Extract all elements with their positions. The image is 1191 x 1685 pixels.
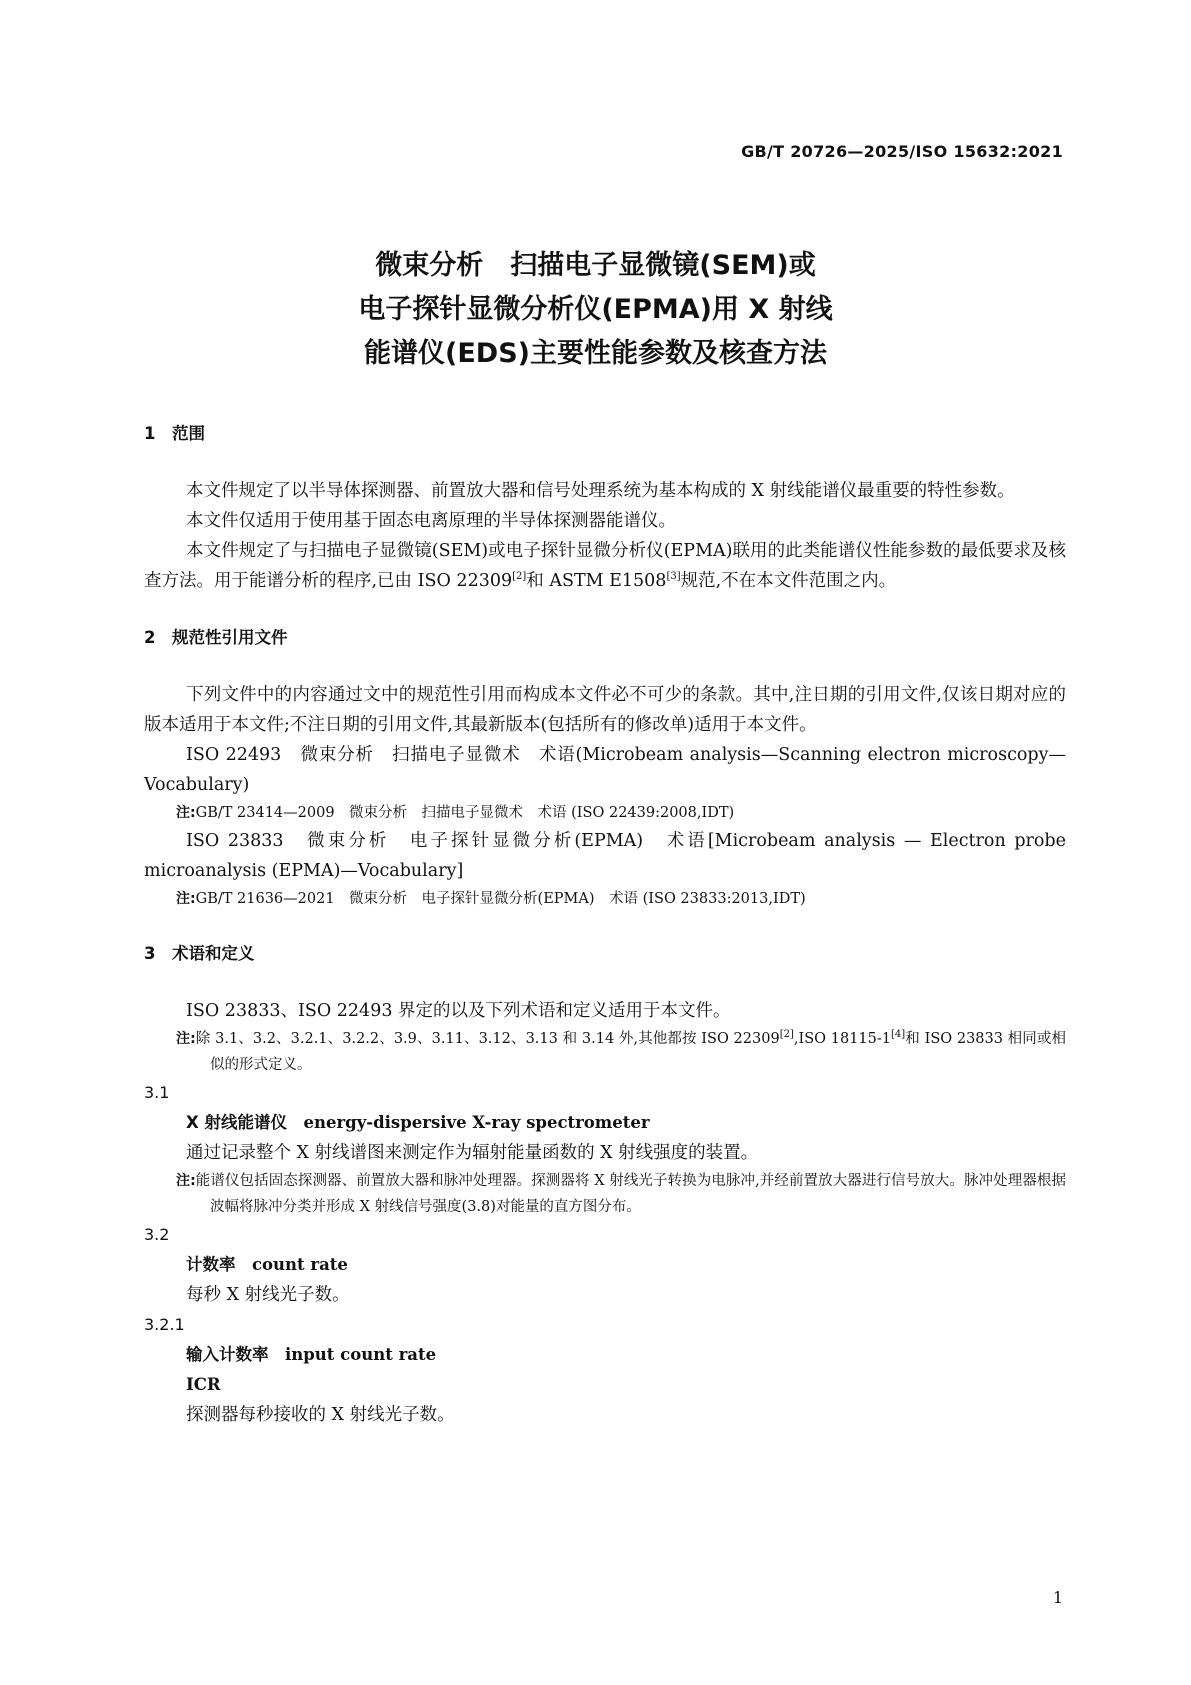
section-3-heading: 3 术语和定义 (144, 944, 255, 963)
reference-2-note (144, 886, 1066, 912)
citation-ref: [2] (512, 571, 527, 583)
term-3-1-name (144, 1108, 1066, 1138)
reference-1-note (144, 800, 1066, 826)
section-1-heading: 1 范围 (144, 424, 205, 443)
term-3-1-note (144, 1168, 1066, 1220)
term-3-2-definition: 每秒 X 射线光子数。 (186, 1285, 350, 1305)
normative-reference-2: ISO 23833 微束分析 电子探针显微分析(EPMA) 术语[Microbeam analysis — Electron probe microanalysis (EPMA)—Vocabulary] (144, 831, 1072, 881)
page-number: 1 (1052, 1588, 1063, 1607)
note-label: 注: (176, 805, 196, 821)
note-label: 注: (176, 1173, 196, 1189)
term-zh: X 射线能谱仪 (186, 1113, 287, 1132)
term-en: count rate (252, 1255, 348, 1274)
title-line-3: 能谱仪(EDS)主要性能参数及核查方法 (364, 338, 827, 369)
standard-number: GB/T 20726—2025/ISO 15632:2021 (741, 142, 1063, 161)
term-zh: 输入计数率 (186, 1345, 269, 1364)
note-text: 除 3.1、3.2、3.2.1、3.2.2、3.9、3.11、3.12、3.13 和 3.14 外,其他都按 ISO 22309 (195, 1031, 780, 1047)
section-2-heading: 2 规范性引用文件 (144, 628, 288, 647)
section-1-paragraph-3 (144, 536, 1066, 596)
note-text: 和 ISO 23833 相同或相似的形式定义。 (210, 1031, 1066, 1073)
note-label: 注: (176, 891, 196, 907)
term-3-2-name (144, 1250, 1066, 1280)
term-en: input count rate (285, 1345, 437, 1364)
term-en: energy-dispersive X-ray spectrometer (303, 1113, 650, 1132)
term-3-2-number: 3.2 (144, 1225, 170, 1244)
document-body (144, 420, 1072, 1430)
term-3-2-1-name (144, 1340, 1066, 1370)
note-text: GB/T 21636—2021 微束分析 电子探针显微分析(EPMA) 术语 (ISO 23833:2013,IDT) (195, 891, 806, 907)
note-text: GB/T 23414—2009 微束分析 扫描电子显微术 术语 (ISO 22439:2008,IDT) (195, 805, 735, 821)
term-3-1-definition: 通过记录整个 X 射线谱图来测定作为辐射能量函数的 X 射线强度的装置。 (186, 1143, 759, 1163)
note-text: ,ISO 18115-1 (793, 1031, 891, 1047)
note-text: 能谱仪包括固态探测器、前置放大器和脉冲处理器。探测器将 X 射线光子转换为电脉冲,并经前置放大器进行信号放大。脉冲处理器根据波幅将脉冲分类并形成 X 射线信号强度(3.8)对能量的直方图分布。 (195, 1173, 1066, 1215)
citation-ref: [4] (891, 1029, 906, 1041)
document-title (0, 244, 1191, 376)
paragraph-text: 规范,不在本文件范围之内。 (680, 571, 897, 591)
section-1-paragraph-1: 本文件规定了以半导体探测器、前置放大器和信号处理系统为基本构成的 X 射线能谱仪最重要的特性参数。 (186, 481, 1015, 501)
paragraph-text: 本文件规定了与扫描电子显微镜(SEM)或电子探针显微分析仪(EPMA)联用的此类能谱仪性能参数的最低要求及核查方法。用于能谱分析的程序,已由 ISO 22309 (144, 541, 1066, 591)
section-2-paragraph-1: 下列文件中的内容通过文中的规范性引用而构成本文件必不可少的条款。其中,注日期的引用文件,仅该日期对应的版本适用于本文件;不注日期的引用文件,其最新版本(包括所有的修改单)适用于本文件。 (144, 685, 1066, 735)
section-3-paragraph-1: ISO 23833、ISO 22493 界定的以及下列术语和定义适用于本文件。 (186, 1001, 731, 1021)
section-1-paragraph-2: 本文件仅适用于使用基于固态电离原理的半导体探测器能谱仪。 (186, 511, 676, 531)
term-3-2-1-definition: 探测器每秒接收的 X 射线光子数。 (186, 1405, 455, 1425)
citation-ref: [2] (779, 1029, 794, 1041)
term-3-2-1-abbreviation (144, 1370, 1066, 1400)
term-3-1-number: 3.1 (144, 1083, 170, 1102)
term-3-2-1-number: 3.2.1 (144, 1315, 185, 1334)
note-label: 注: (176, 1031, 196, 1047)
term-zh: 计数率 (186, 1255, 236, 1274)
paragraph-text: 和 ASTM E1508 (526, 571, 667, 591)
title-line-1: 微束分析 扫描电子显微镜(SEM)或 (375, 250, 816, 281)
normative-reference-1: ISO 22493 微束分析 扫描电子显微术 术语(Microbeam analysis—Scanning electron microscopy—Vocabulary) (144, 745, 1066, 795)
term-abbr: ICR (186, 1375, 221, 1394)
citation-ref: [3] (666, 571, 681, 583)
section-3-note (144, 1026, 1066, 1078)
title-line-2: 电子探针显微分析仪(EPMA)用 X 射线 (358, 294, 833, 325)
